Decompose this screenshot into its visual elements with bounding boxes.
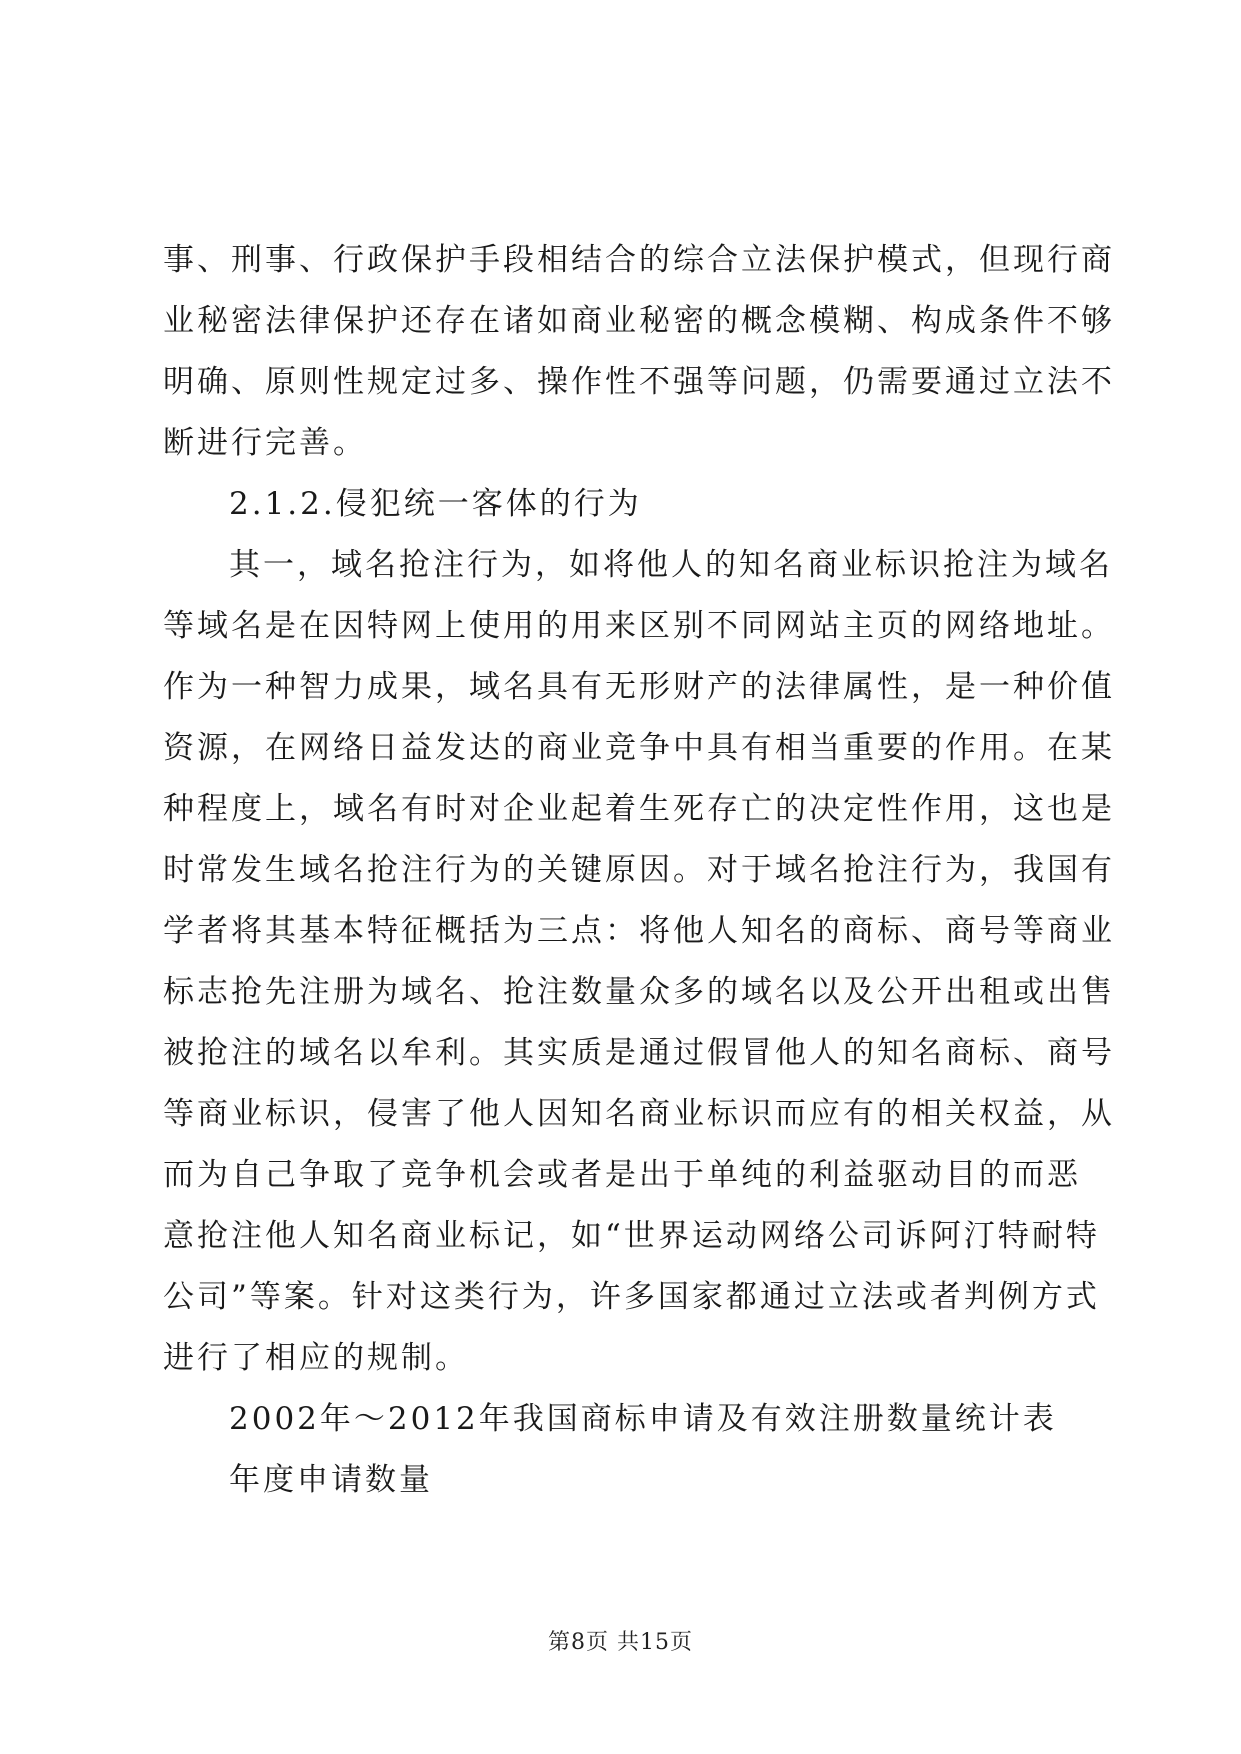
section-heading: 2.1.2.侵犯统一客体的行为 bbox=[229, 486, 642, 522]
text-line: 其一，域名抢注行为，如将他人的知名商业标识抢注为域名 bbox=[229, 547, 1113, 583]
text-line: 资源，在网络日益发达的商业竞争中具有相当重要的作用。在某 bbox=[163, 730, 1115, 766]
text-line: 业秘密法律保护还存在诸如商业秘密的概念模糊、构成条件不够 bbox=[163, 303, 1115, 339]
text-line: 标志抢先注册为域名、抢注数量众多的域名以及公开出租或出售 bbox=[163, 974, 1115, 1010]
text-line: 断进行完善。 bbox=[163, 425, 367, 461]
text-line: 而为自己争取了竞争机会或者是出于单纯的利益驱动目的而恶 bbox=[163, 1157, 1081, 1193]
text-line: 公司”等案。针对这类行为，许多国家都通过立法或者判例方式 bbox=[163, 1279, 1100, 1315]
text-line: 被抢注的域名以牟利。其实质是通过假冒他人的知名商标、商号 bbox=[163, 1035, 1115, 1071]
page-number-footer: 第8页 共15页 bbox=[548, 1630, 693, 1655]
text-line: 明确、原则性规定过多、操作性不强等问题，仍需要通过立法不 bbox=[163, 364, 1115, 400]
text-line: 意抢注他人知名商业标记，如“世界运动网络公司诉阿汀特耐特 bbox=[163, 1218, 1100, 1254]
text-line: 进行了相应的规制。 bbox=[163, 1340, 469, 1376]
table-caption: 2002年～2012年我国商标申请及有效注册数量统计表 bbox=[229, 1401, 1057, 1437]
text-line: 等商业标识，侵害了他人因知名商业标识而应有的相关权益，从 bbox=[163, 1096, 1115, 1132]
text-line: 作为一种智力成果，域名具有无形财产的法律属性，是一种价值 bbox=[163, 669, 1115, 705]
text-line: 等域名是在因特网上使用的用来区别不同网站主页的网络地址。 bbox=[163, 608, 1115, 644]
text-line: 事、刑事、行政保护手段相结合的综合立法保护模式，但现行商 bbox=[163, 242, 1115, 278]
text-line: 时常发生域名抢注行为的关键原因。对于域名抢注行为，我国有 bbox=[163, 852, 1115, 888]
body-text bbox=[163, 230, 1115, 1511]
text-line: 种程度上，域名有时对企业起着生死存亡的决定性作用，这也是 bbox=[163, 791, 1115, 827]
text-line: 学者将其基本特征概括为三点：将他人知名的商标、商号等商业 bbox=[163, 913, 1115, 949]
table-header-text: 年度申请数量 bbox=[229, 1462, 433, 1498]
